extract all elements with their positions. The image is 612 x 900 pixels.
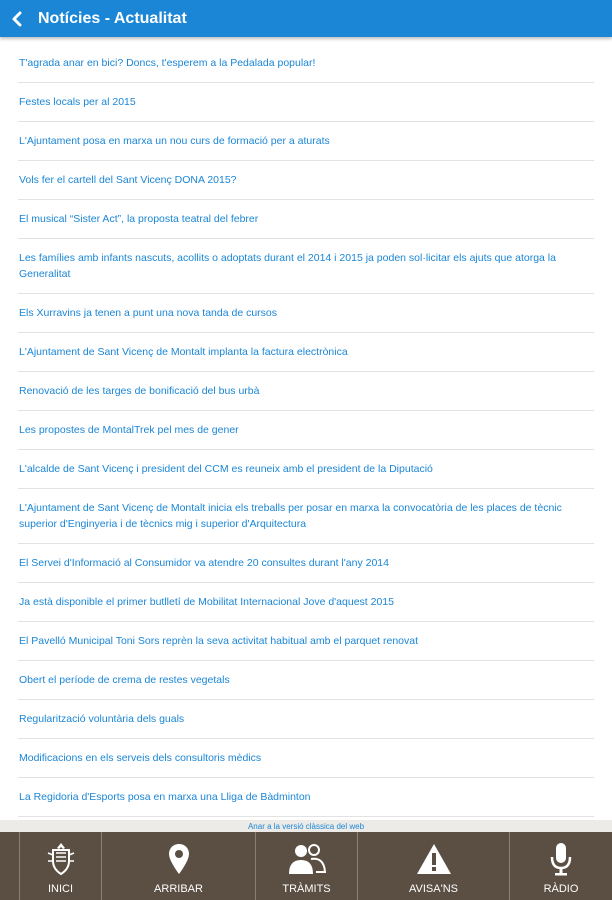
news-item[interactable]: [18, 372, 594, 411]
news-item-title: Vols fer el cartell del Sant Vicenç DONA 2015?: [19, 174, 237, 186]
news-item[interactable]: [18, 450, 594, 489]
news-item[interactable]: [18, 489, 594, 544]
news-item-title: Els Xurravins ja tenen a punt una nova tanda de cursos: [19, 307, 277, 319]
news-item[interactable]: [18, 200, 594, 239]
news-item-title: L'alcalde de Sant Vicenç i president del CCM es reuneix amb el president de la Diputació: [19, 463, 433, 475]
news-item-title: El musical “Sister Act”, la proposta teatral del febrer: [19, 213, 259, 225]
tab-label: RÀDIO: [543, 883, 579, 895]
news-item-title: El Servei d'Informació al Consumidor va atendre 20 consultes durant l'any 2014: [19, 557, 389, 569]
tab-label: TRÀMITS: [282, 883, 331, 895]
news-item[interactable]: [18, 294, 594, 333]
news-item[interactable]: [18, 739, 594, 778]
news-item[interactable]: [18, 161, 594, 200]
news-list: [0, 44, 612, 817]
news-item[interactable]: [18, 44, 594, 83]
news-item-title: Renovació de les targes de bonificació del bus urbà: [19, 385, 260, 397]
back-button[interactable]: [0, 0, 34, 37]
bottom-tab-bar: [0, 832, 612, 900]
classic-web-bar: [0, 820, 612, 832]
news-item-title: Les propostes de MontalTrek pel mes de gener: [19, 424, 239, 436]
app-bar: [0, 0, 612, 37]
news-item-title: Festes locals per al 2015: [19, 96, 136, 108]
news-item[interactable]: [18, 411, 594, 450]
news-item[interactable]: [18, 622, 594, 661]
tab-radio[interactable]: [510, 832, 612, 900]
news-item-title: Modificacions en els serveis dels consultoris mèdics: [19, 752, 262, 764]
news-item-title: T'agrada anar en bici? Doncs, t'esperem a la Pedalada popular!: [19, 57, 316, 69]
tab-avisans[interactable]: [358, 832, 510, 900]
news-item[interactable]: [18, 778, 594, 817]
news-item-title: L'Ajuntament de Sant Vicenç de Montalt inicia els treballs per posar en marxa la convocatòria de les places de tècnic superior d'Enginyeria i de tècnics mig i superior d'Arquitectura: [19, 502, 562, 530]
news-item[interactable]: [18, 544, 594, 583]
news-item-title: L'Ajuntament posa en marxa un nou curs de formació per a aturats: [19, 135, 330, 147]
news-item[interactable]: [18, 661, 594, 700]
news-item[interactable]: [18, 239, 594, 294]
people-icon: [286, 842, 328, 876]
tab-label: AVISA'NS: [409, 883, 458, 895]
news-item-title: Obert el període de crema de restes vegetals: [19, 674, 230, 686]
tab-tramits[interactable]: [256, 832, 358, 900]
warning-icon: [415, 842, 453, 876]
news-item[interactable]: [18, 83, 594, 122]
news-item[interactable]: [18, 583, 594, 622]
tab-inici[interactable]: [20, 832, 102, 900]
news-item-title: L'Ajuntament de Sant Vicenç de Montalt implanta la factura electrònica: [19, 346, 348, 358]
news-item[interactable]: [18, 333, 594, 372]
news-item[interactable]: [18, 122, 594, 161]
classic-web-link[interactable]: Anar a la versió clàssica del web: [247, 821, 365, 831]
tab-arribar[interactable]: [102, 832, 256, 900]
tab-bar-edge: [0, 832, 20, 900]
coat-of-arms-icon: [44, 841, 78, 877]
microphone-icon: [548, 841, 574, 877]
news-item-title: Les famílies amb infants nascuts, acollits o adoptats durant el 2014 i 2015 ja poden sol·licitar els ajuts que atorga la Generalitat: [19, 252, 556, 280]
chevron-left-icon: [10, 11, 24, 27]
news-item-title: La Regidoria d'Esports posa en marxa una Lliga de Bàdminton: [19, 791, 311, 803]
tab-label: INICI: [47, 883, 74, 895]
page-title: Notícies - Actualitat: [38, 9, 187, 27]
map-pin-icon: [167, 842, 191, 876]
tab-label: ARRIBAR: [154, 883, 203, 895]
news-item-title: Regularització voluntària dels guals: [19, 713, 185, 725]
news-item-title: Ja està disponible el primer butlletí de Mobilitat Internacional Jove d'aquest 2015: [19, 596, 394, 608]
news-item-title: El Pavelló Municipal Toni Sors reprèn la seva activitat habitual amb el parquet renovat: [19, 635, 419, 647]
news-item[interactable]: [18, 700, 594, 739]
